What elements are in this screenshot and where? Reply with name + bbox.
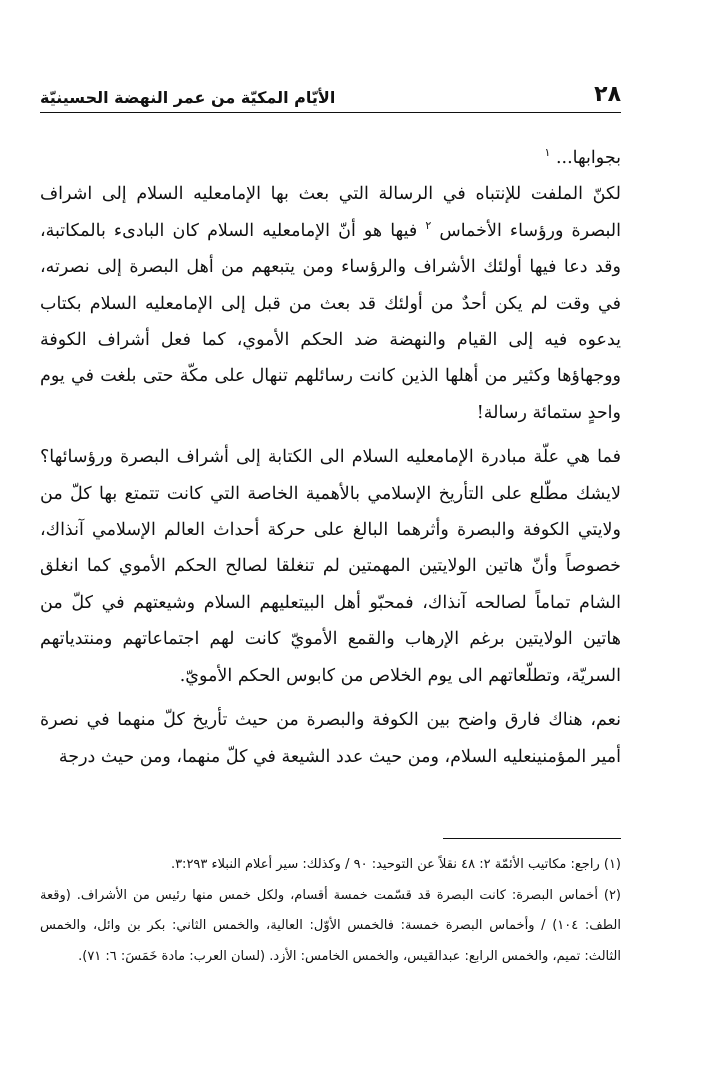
footnote: (١) راجع: مكاتيب الأئمّة ٢: ٤٨ نقلاً عن التوحيد: ٩٠ / وكذلك: سير أعلام النبلاء ٣:٢٩٣. [170, 857, 621, 872]
paragraph: لكنّ الملفت للإنتباه في الرسالة التي بعث بها الإمامعليه السلام إلى اشراف البصرة ورؤساء الأخماس $^٢$ فيها هو أنّ الإمامعليه السلام كان البادىء بالمكاتبة، وقد دعا فيها أولئك الأشراف والرؤساء ومن يتبعهم من أهل البصرة إلى نصرته، في وقت لم يكن أحدٌ من أولئك قد بعث من قبل إلى الإمامعليه السلام بكتاب يدعوه فيه إلى القيام والنهضة ضد الحكم الأموي، كما فعل أشراف الكوفة ووجهاؤها وكثير من أهلها الذين كانت رسائلهم تنهال على مكّة حتى بلغت في يوم واحدٍ ستمائة رسالة! [40, 184, 621, 423]
footnote: (٢) أخماس البصرة: كانت البصرة قد قسّمت خمسة أقسام، ولكل خمس منها رئيس من الأشراف. (وقعة الطف: ١٠٤) / وأخماس البصرة خمسة: فالخمس الأوّل: العالية، والخمس الثاني: بكر بن وائل، والخمس الثالث: تميم، والخمس الرابع: عبدالقيس، والخمس الخامس: الأزد. (لسان العرب: مادة خَمَسَ: ٦: ٧١). [40, 887, 621, 964]
main-text [40, 140, 621, 775]
footnote-divider [443, 838, 621, 839]
footnotes [40, 850, 621, 972]
paragraph: بجوابها... $^١$ [544, 146, 621, 168]
footnote-marker: ٢ [425, 218, 432, 232]
paragraph: فما هي علّة مبادرة الإمامعليه السلام الى الكتابة إلى أشراف البصرة ورؤسائها؟ لايشك مطّلع على التأريخ الإسلامي بالأهمية الخاصة التي كانت تتمتع بها كلّ من ولايتي الكوفة والبصرة وأثرهما البالغ على حركة أحداث العالم الإسلامي آنذاك، خصوصاً وأنّ هاتين الولايتين المهمتين لم تنغلقا لصالح الحكم الأموي كما انغلق الشام تماماً لصالحه آنذاك، فمحبّو أهل البيتعليهم السلام وشيعتهم في كلّ من هاتين الولايتين برغم الإرهاب والقمع الأمويّ كانت لهم اجتماعاتهم ومنتدياتهم السريّة، وتطلّعاتهم الى يوم الخلاص من كابوس الحكم الأمويّ. [40, 447, 621, 686]
running-title: الأيّام المكيّة من عمر النهضة الحسينيّة [40, 88, 336, 107]
page-number: ٢٨ [594, 82, 621, 107]
footnote-marker: ١ [544, 146, 551, 160]
paragraph: نعم، هناك فارق واضح بين الكوفة والبصرة من حيث تأريخ كلّ منهما في نصرة أمير المؤمنينعليه السلام، ومن حيث عدد الشيعة في كلّ منهما، ومن حيث درجة [40, 710, 621, 767]
page-header [40, 72, 621, 113]
